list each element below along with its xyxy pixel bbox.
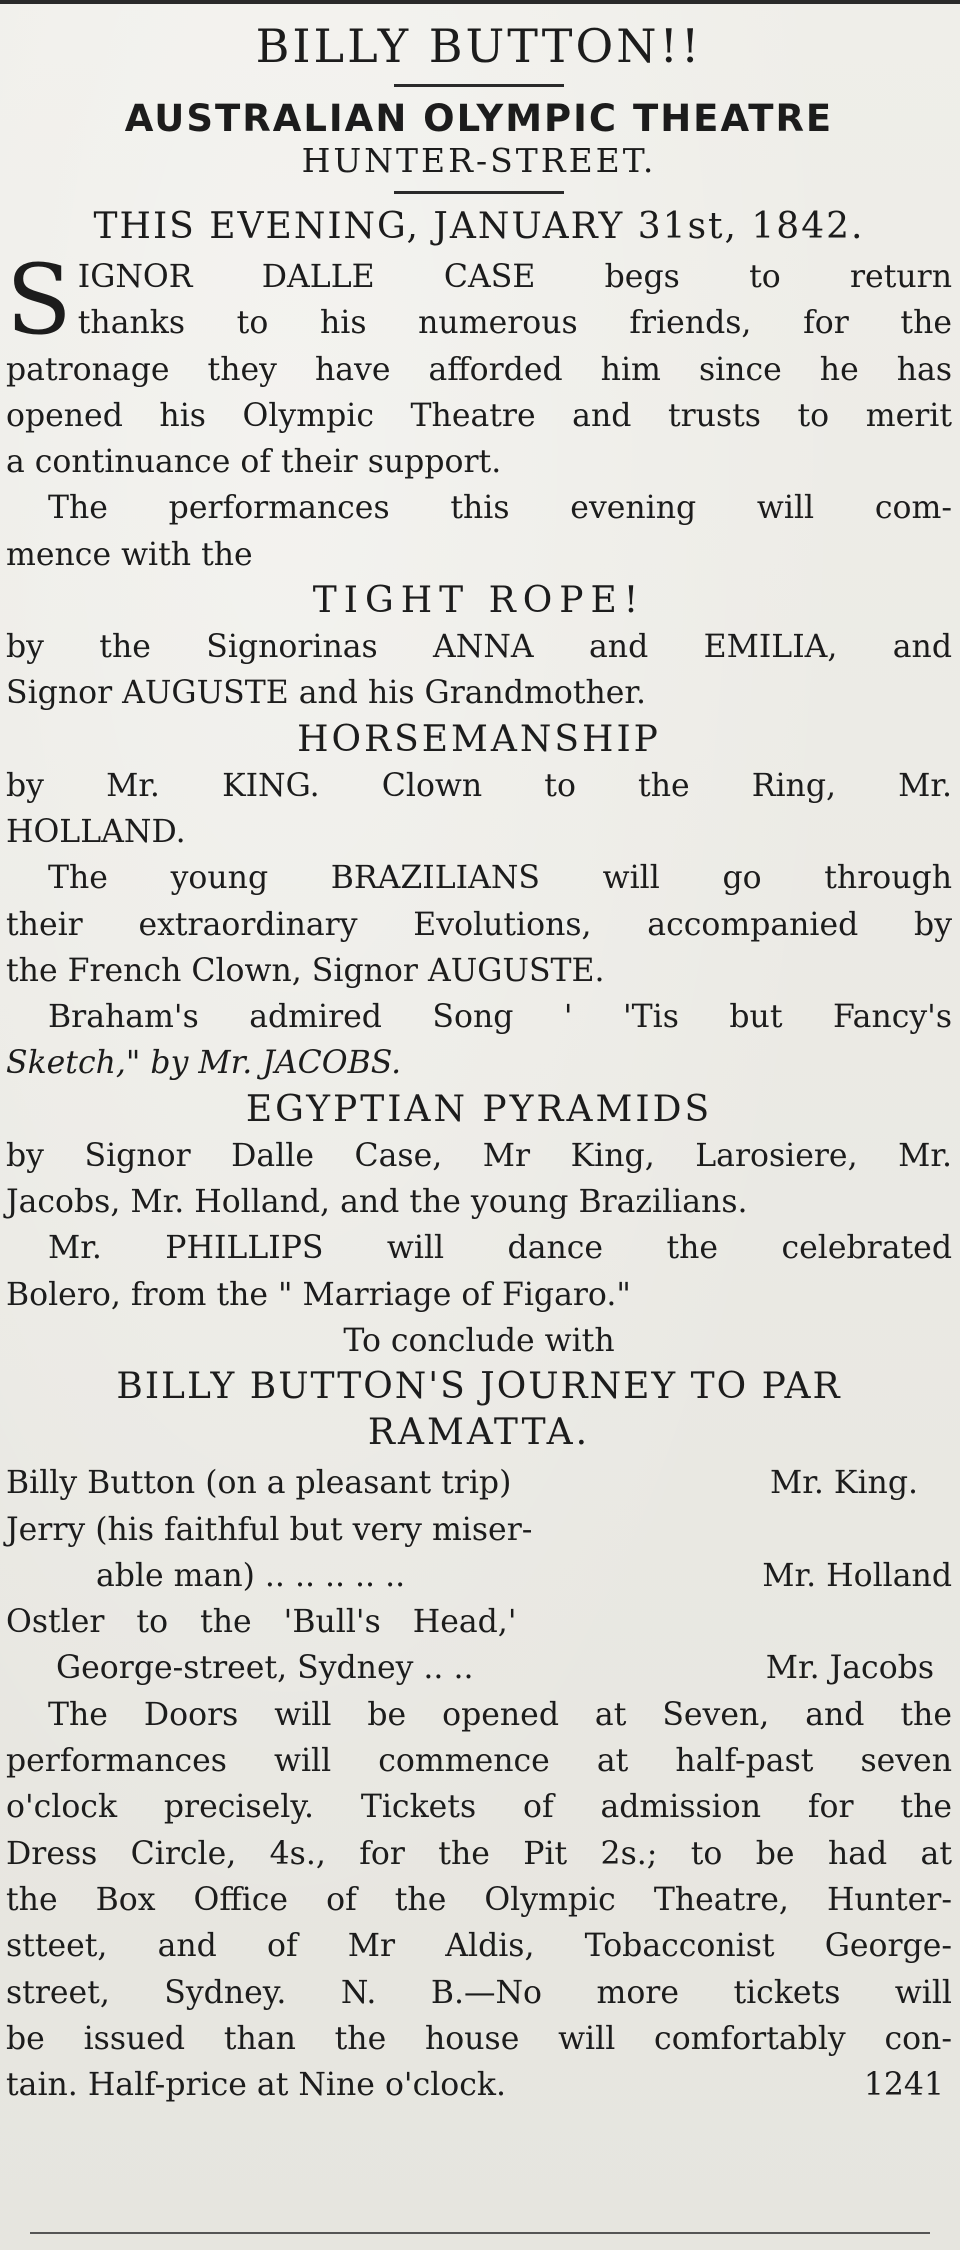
pyramids-line-1: by Signor Dalle Case, Mr King, Larosiere, Mr. [6, 1137, 952, 1174]
doors-line-1: The Doors will be opened at Seven, and the [48, 1696, 952, 1733]
cast-role-jerry-1: Jerry (his faithful but very miser- [6, 1511, 533, 1548]
intro-paragraph [6, 244, 952, 485]
cast-role-jerry-2: able man) .. .. .. .. .. [96, 1557, 406, 1594]
tight-rope-line-2: Signor AUGUSTE and his Grandmother. [6, 675, 647, 712]
horsemanship-paragraph [6, 763, 952, 856]
doors-line-6: stteet, and of Mr Aldis, Tobacconist George- [6, 1928, 952, 1965]
finale-heading-2: RAMATTA. [367, 1412, 591, 1454]
song-paragraph [6, 994, 952, 1087]
pyramids-line-2: Jacobs, Mr. Holland, and the young Brazilians. [6, 1184, 748, 1221]
cast-actor-jerry: Mr. Holland [762, 1557, 952, 1594]
intro-line-4: opened his Olympic Theatre and trusts to merit [6, 397, 952, 434]
brazilians-line-2: their extraordinary Evolutions, accompanied by [6, 906, 952, 943]
doors-line-5: the Box Office of the Olympic Theatre, Hunter- [6, 1881, 952, 1918]
finale-heading-1: BILLY BUTTON'S JOURNEY TO PAR [116, 1366, 842, 1408]
ad-number: 1241 [863, 2067, 944, 2104]
pyramids-paragraph [6, 1133, 952, 1226]
pyramids-heading: EGYPTIAN PYRAMIDS [245, 1088, 713, 1130]
brazilians-line-1: The young BRAZILIANS will go through [48, 860, 952, 897]
doors-last-row [6, 2062, 952, 2108]
doors-line-2: performances will commence at half-past seven [6, 1743, 952, 1780]
doors-line-3: o'clock precisely. Tickets of admission for the [6, 1789, 952, 1826]
cast-role-ostler-1: Ostler to the 'Bull's Head,' [6, 1604, 517, 1641]
cast-role-billy: Billy Button (on a pleasant trip) [6, 1465, 512, 1502]
bottom-rule [30, 2232, 930, 2234]
cast-row-ostler [6, 1645, 952, 1691]
song-line-1: Braham's admired Song ' 'Tis but Fancy's [48, 999, 952, 1036]
doors-paragraph [6, 1692, 952, 2109]
tight-rope-paragraph [6, 624, 952, 717]
tight-rope-heading: TIGHT ROPE! [312, 580, 646, 622]
intro-line-1: IGNOR DALLE CASE begs to return [77, 259, 952, 295]
top-rule [0, 0, 960, 4]
brazilians-paragraph [6, 855, 952, 994]
doors-line-7: street, Sydney. N. B.—No more tickets will [6, 1974, 952, 2011]
cast-list [6, 1460, 952, 1691]
intro-line-5: a continuance of their support. [6, 444, 502, 481]
horsemanship-line-1: by Mr. KING. Clown to the Ring, Mr. [6, 767, 952, 804]
cast-actor-ostler: Mr. Jacobs [765, 1650, 934, 1687]
horsemanship-heading: HORSEMANSHIP [297, 718, 661, 760]
performances-line-1: The performances this evening will com- [48, 490, 952, 527]
bolero-paragraph [6, 1225, 952, 1318]
brazilians-line-3: the French Clown, Signor AUGUSTE. [6, 952, 605, 989]
conclude-line: To conclude with [343, 1322, 615, 1359]
bolero-line-1: Mr. PHILLIPS will dance the celebrated [48, 1230, 952, 1267]
cast-role-ostler-2: George-street, Sydney .. .. [56, 1650, 474, 1687]
performances-line-2: mence with the [6, 536, 253, 573]
theatre-street: HUNTER-STREET. [301, 141, 657, 180]
doors-line-9: tain. Half-price at Nine o'clock. [6, 2067, 507, 2104]
song-line-2: Sketch," by Mr. JACOBS. [6, 1045, 402, 1082]
intro-line-2: thanks to his numerous friends, for the [77, 305, 952, 342]
doors-line-8: be issued than the house will comfortably con- [6, 2020, 952, 2057]
bolero-line-2: Bolero, from the " Marriage of Figaro." [6, 1276, 631, 1313]
ad-title: BILLY BUTTON!! [255, 19, 703, 73]
intro-line-3: patronage they have afforded him since he has [6, 351, 952, 388]
doors-line-4: Dress Circle, 4s., for the Pit 2s.; to be had at [6, 1835, 952, 1872]
title-rule [394, 84, 564, 87]
performances-paragraph [6, 485, 952, 578]
tight-rope-line-1: by the Signorinas ANNA and EMILIA, and [6, 629, 952, 666]
cast-row-billy [6, 1460, 952, 1506]
drop-cap: S [6, 244, 72, 356]
cast-row-jerry [6, 1553, 952, 1599]
date-line: THIS EVENING, JANUARY 31st, 1842. [93, 206, 865, 247]
horsemanship-line-2: HOLLAND. [6, 813, 186, 850]
header-rule [394, 191, 564, 194]
theatre-name: AUSTRALIAN OLYMPIC THEATRE [124, 97, 834, 140]
cast-actor-billy: Mr. King. [770, 1465, 918, 1502]
